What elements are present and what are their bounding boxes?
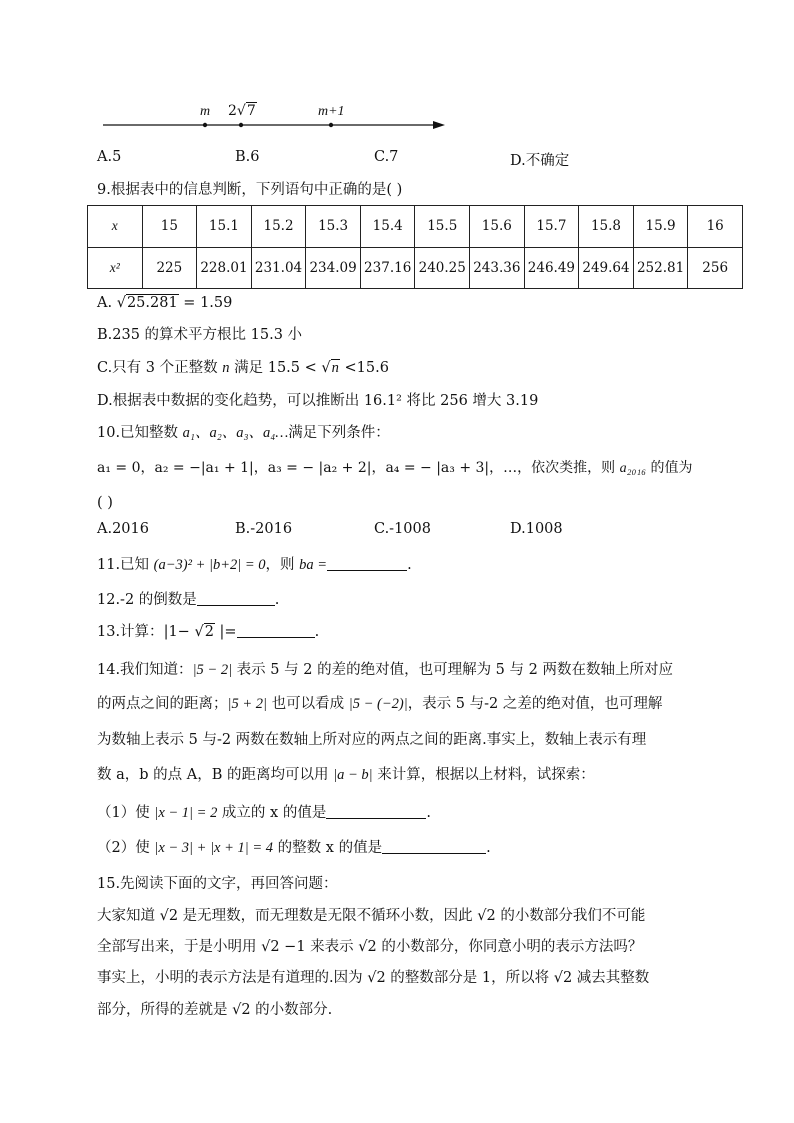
q14-sub-2: （2）使 |x − 3| + |x + 1| = 4 的整数 x 的值是 . [97, 840, 491, 856]
q13: 13.计算：|1− √2 |= . [97, 624, 320, 640]
table-cell: 15.5 [415, 206, 470, 248]
label-m-plus-1: m+1 [318, 104, 345, 119]
q15-paragraph-4: 部分，所得的差就是 √2 的小数部分. [97, 1002, 333, 1018]
q10-paren: ( ) [97, 495, 113, 511]
q9-option-d: D.根据表中数据的变化趋势，可以推断出 16.1² 将比 256 增大 3.19 [97, 393, 539, 409]
number-line-arrow [433, 121, 445, 129]
q11: 11.已知 (a−3)² + |b+2| = 0，则 ba = . [97, 557, 412, 573]
table-cell: 237.16 [360, 247, 415, 289]
label-m: m [200, 104, 211, 119]
table-cell: 15.8 [579, 206, 634, 248]
q9-stem: 9.根据表中的信息判断，下列语句中正确的是( ) [97, 182, 403, 198]
table-cell: 15 [142, 206, 197, 248]
q15-paragraph-2: 全部写出来，于是小明用 √2 −1 来表示 √2 的小数部分，你同意小明的表示方法吗？ [97, 939, 643, 955]
q9-option-b: B.235 的算术平方根比 15.3 小 [97, 327, 303, 343]
point-m [203, 123, 207, 127]
q15-paragraph-1: 大家知道 √2 是无理数，而无理数是无限不循环小数，因此 √2 的小数部分我们不可能 [97, 908, 646, 924]
q12-answer-blank[interactable] [197, 591, 275, 606]
q9-option-c: C.只有 3 个正整数 n 满足 15.5 < √n <15.6 [97, 360, 389, 376]
table-cell: 15.1 [197, 206, 252, 248]
table-row [88, 206, 743, 248]
q14-2-answer-blank[interactable] [382, 839, 486, 854]
q10-option-d: D.1008 [510, 521, 563, 537]
q14-line-3: 为数轴上表示 5 与-2 两数在数轴上所对应的两点之间的距离.事实上，数轴上表示有理 [97, 732, 647, 748]
q10-option-c: C.-1008 [374, 521, 431, 537]
q10-option-b: B.-2016 [235, 521, 293, 537]
label-2sqrt7: 2√7 [228, 103, 256, 119]
q8-option-b: B.6 [235, 149, 260, 165]
table-cell: 231.04 [251, 247, 306, 289]
table-row [88, 247, 743, 289]
q14-line-1: 14.我们知道：|5 − 2| 表示 5 与 2 的差的绝对值，也可理解为 5 与 2 两数在数轴上所对应 [97, 662, 673, 678]
table-cell: 243.36 [470, 247, 525, 289]
table-cell: 16 [688, 206, 743, 248]
q15-paragraph-3: 事实上，小明的表示方法是有道理的.因为 √2 的整数部分是 1，所以将 √2 减去其整数 [97, 970, 650, 986]
point-2sqrt7 [239, 123, 243, 127]
q9-table [87, 205, 743, 289]
q10-option-a: A.2016 [97, 521, 149, 537]
table-cell: 15.2 [251, 206, 306, 248]
number-line-figure [95, 100, 455, 135]
table-cell: 246.49 [524, 247, 579, 289]
table-cell: 234.09 [306, 247, 361, 289]
table-cell: 15.9 [633, 206, 688, 248]
table-cell: 225 [142, 247, 197, 289]
table-cell: 15.6 [470, 206, 525, 248]
q8-option-c: C.7 [374, 149, 399, 165]
table-head-x: x [88, 206, 143, 248]
q8-option-a: A.5 [97, 149, 122, 165]
table-cell: 240.25 [415, 247, 470, 289]
table-cell: 249.64 [579, 247, 634, 289]
q10-stem: 10.已知整数 a₁、a₂、a₃、a₄…满足下列条件： [97, 425, 390, 441]
table-cell: 256 [688, 247, 743, 289]
q12: 12.-2 的倒数是 . [97, 592, 280, 608]
q13-answer-blank[interactable] [237, 623, 315, 638]
q9-option-a: A. √25.281 = 1.59 [97, 295, 233, 311]
table-head-x-squared: x² [88, 247, 143, 289]
table-cell: 15.7 [524, 206, 579, 248]
q14-line-4: 数 a，b 的点 A，B 的距离均可以用 |a − b| 来计算，根据以上材料，试探索： [97, 767, 595, 783]
q14-1-answer-blank[interactable] [326, 804, 426, 819]
point-m-plus-1 [329, 123, 333, 127]
q11-answer-blank[interactable] [327, 556, 407, 571]
table-cell: 228.01 [197, 247, 252, 289]
q14-line-2: 的两点之间的距离；|5 + 2| 也可以看成 |5 − (−2)|，表示 5 与-2 之差的绝对值，也可理解 [97, 696, 663, 712]
q10-formula: a₁ = 0，a₂ = −|a₁ + 1|，a₃ = − |a₂ + 2|，a₄ = − |a₃ + 3|，…，依次类推，则 a₂₀₁₆ 的值为 [97, 460, 693, 476]
q14-sub-1: （1）使 |x − 1| = 2 成立的 x 的值是 . [97, 805, 431, 821]
q15-stem: 15.先阅读下面的文字，再回答问题： [97, 876, 338, 892]
q8-option-d: D.不确定 [510, 153, 570, 169]
table-cell: 15.4 [360, 206, 415, 248]
table-cell: 15.3 [306, 206, 361, 248]
table-cell: 252.81 [633, 247, 688, 289]
